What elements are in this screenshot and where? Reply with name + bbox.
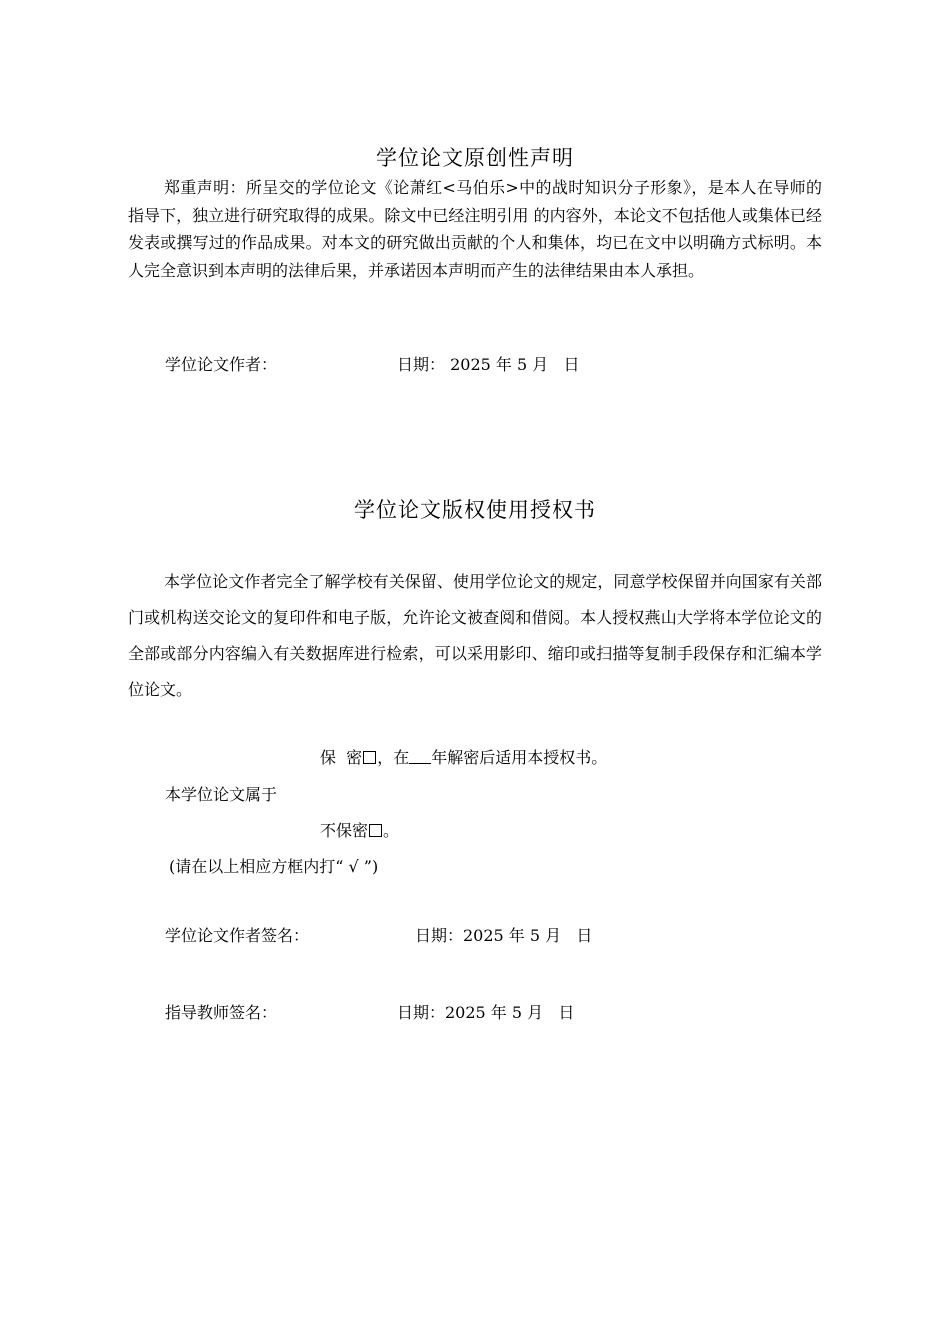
declaration-date-label: 日期： (397, 355, 446, 374)
supervisor-signature-date: 日期：2025 年 5 月 日 (397, 1003, 575, 1022)
confidential-mid: ，在 (377, 748, 410, 767)
authorization-title: 学位论文版权使用授权书 (354, 498, 596, 522)
confidential-checkbox[interactable] (363, 751, 376, 764)
years-blank[interactable] (409, 749, 431, 764)
not-confidential-option (320, 818, 399, 841)
authorization-body: 本学位论文作者完全了解学校有关保留、使用学位论文的规定，同意学校保留并向国家有关部门或机构送交论文的复印件和电子版，允许论文被查阅和借阅。本人授权燕山大学将本学位论文的全部或部分内容编入有关数据库进行检索，可以采用影印、缩印或扫描等复制手段保存和汇编本学位论文。 (128, 572, 822, 699)
not-confidential-label: 不保密 (320, 821, 369, 840)
declaration-author-label: 学位论文作者： (165, 355, 278, 374)
supervisor-signature-label: 指导教师签名： (165, 1003, 278, 1022)
belongs-label: 本学位论文属于 (165, 785, 278, 804)
confidential-suffix: 年解密后适用本授权书。 (431, 748, 608, 767)
declaration-body: 郑重声明：所呈交的学位论文《论萧红<马伯乐>中的战时知识分子形象》，是本人在导师的指导下，独立进行研究取得的成果。除文中已经注明引用 的内容外，本论文不包括他人或集体已经发表或撰写过的作品成果。对本文的研究做出贡献的个人和集体，均已在文中以明确方式标明。本人完全意识到本声明的法律后果，并承诺因本声明而产生的法律结果由本人承担。 (128, 178, 822, 280)
author-signature-label: 学位论文作者签名： (165, 926, 310, 945)
declaration-date-value: 2025 年 5 月 日 (450, 355, 580, 374)
not-confidential-end: 。 (383, 821, 400, 840)
checkmark-instruction: (请在以上相应方框内打“ √ ”) (169, 857, 379, 876)
declaration-date (397, 352, 580, 375)
not-confidential-checkbox[interactable] (369, 824, 382, 837)
declaration-title: 学位论文原创性声明 (376, 146, 574, 170)
confidential-label: 保 密 (320, 748, 363, 767)
author-signature-date: 日期：2025 年 5 月 日 (415, 926, 593, 945)
confidential-option (320, 745, 607, 768)
